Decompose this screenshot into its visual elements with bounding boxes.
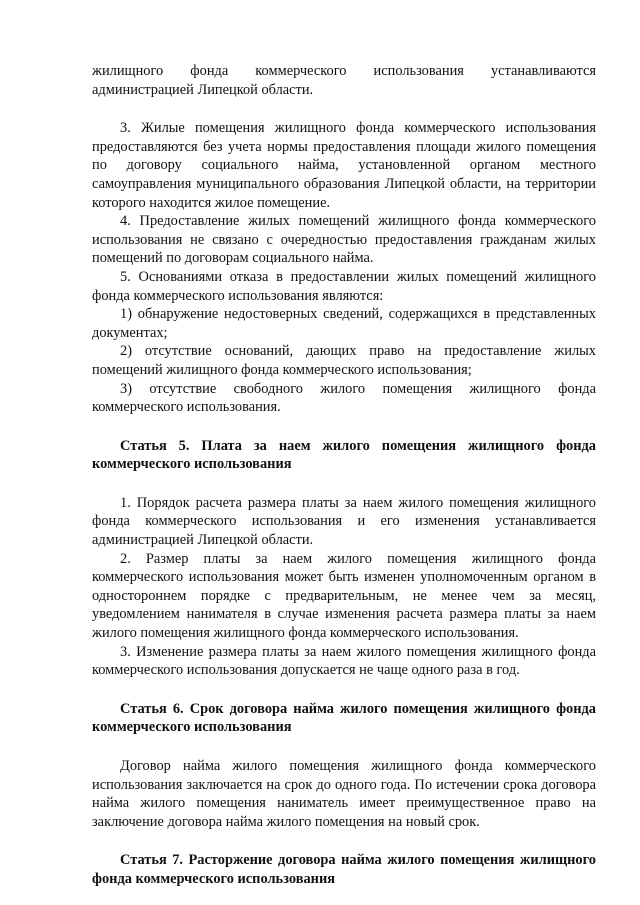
list-item-3: 3) отсутствие свободного жилого помещения жилищного фонда коммерческого использования. — [92, 380, 596, 416]
paragraph-item-5: 5. Основаниями отказа в предоставлении жилых помещений жилищного фонда коммерческого использования являются: — [92, 268, 596, 304]
paragraph-continuation: жилищного фонда коммерческого использования устанавливаются администрацией Липецкой области. — [92, 63, 596, 98]
list-item-2: 2) отсутствие оснований, дающих право на предоставление жилых помещений жилищного фонда коммерческого использования; — [92, 343, 596, 378]
article-6-paragraph-1: Договор найма жилого помещения жилищного фонда коммерческого использования заключается на срок до одного года. По истечении срока договора найма жилого помещения наниматель имеет преимущественное право на заключение договора найма жилого помещения на новый срок. — [92, 758, 596, 830]
list-item-1: 1) обнаружение недостоверных сведений, содержащихся в представленных документах; — [92, 306, 596, 341]
article-6-heading: Статья 6. Срок договора найма жилого помещения жилищного фонда коммерческого использования — [92, 700, 596, 736]
article-5-paragraph-1: 1. Порядок расчета размера платы за наем жилого помещения жилищного фонда коммерческого использования и его изменения устанавливается администрацией Липецкой области. — [92, 494, 596, 549]
article-5-paragraph-3: 3. Изменение размера платы за наем жилого помещения жилищного фонда коммерческого использования допускается не чаще одного раза в год. — [92, 643, 596, 679]
document-page — [92, 62, 596, 889]
article-7-heading: Статья 7. Расторжение договора найма жилого помещения жилищного фонда коммерческого использования — [92, 852, 596, 887]
article-5-heading: Статья 5. Плата за наем жилого помещения жилищного фонда коммерческого использования — [92, 437, 596, 473]
paragraph-item-4: 4. Предоставление жилых помещений жилищного фонда коммерческого использования не связано с очередностью предоставления гражданам жилых помещений по договорам социального найма. — [92, 213, 596, 267]
paragraph-item-3: 3. Жилые помещения жилищного фонда коммерческого использования предоставляются без учета нормы предоставления площади жилого помещения по договору социального найма, установленной органом местного самоуправления муниципального образования Липецкой области, на территории которого находится жилое помещение. — [92, 120, 596, 211]
article-5-paragraph-2: 2. Размер платы за наем жилого помещения жилищного фонда коммерческого использования может быть изменен уполномоченным органом в одностороннем порядке с предварительным, не менее чем за месяц, уведомлением нанимателя в случае изменения расчета размера платы за наем жилого помещения жилищного фонда коммерческого использования. — [92, 550, 596, 642]
